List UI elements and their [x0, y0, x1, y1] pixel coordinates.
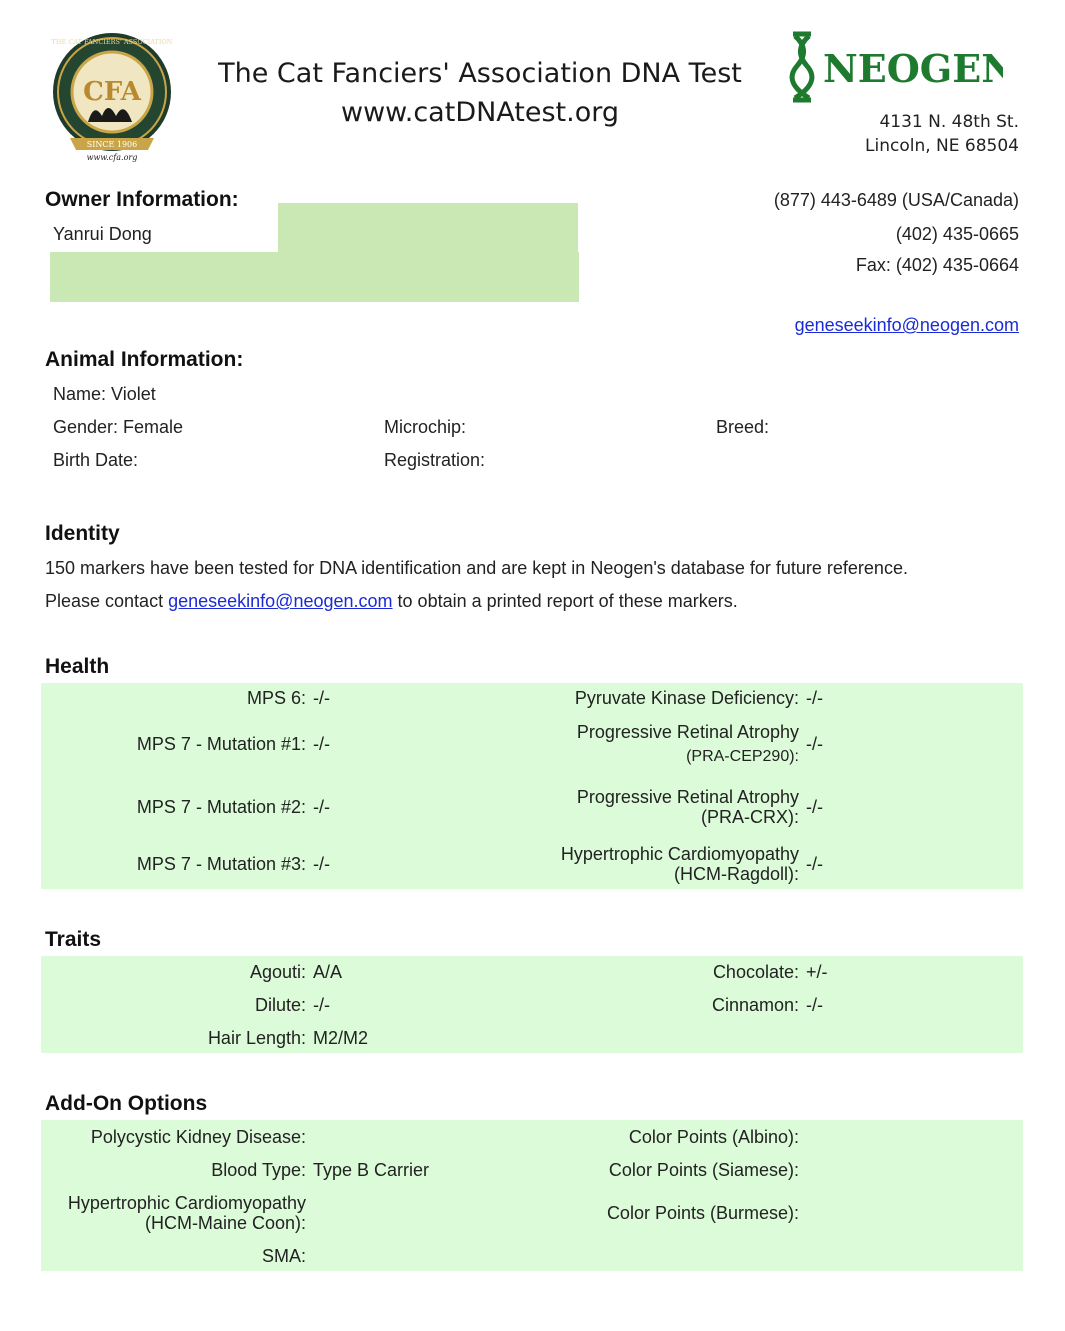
addons-label-sma: SMA: [261, 1246, 306, 1266]
animal-birth-date: Birth Date: [53, 450, 139, 470]
addons-label-pkd: Polycystic Kidney Disease: [90, 1127, 306, 1147]
traits-label-dilute: Dilute: [254, 995, 306, 1015]
header-title-line1: The Cat Fanciers' Association DNA Test [218, 58, 742, 89]
health-label-mps7-2: MPS 7 - Mutation #2: [136, 797, 306, 817]
traits-value-hair-length: M2/M2 [313, 1028, 369, 1048]
health-label-mps7-3: MPS 7 - Mutation #3: [136, 854, 306, 874]
address-line2: Lincoln, NE 68504 [865, 136, 1019, 156]
health-value-mps7-1: -/- [313, 734, 330, 754]
traits-label-cinnamon: Cinnamon: [711, 995, 799, 1015]
health-section-title: Health [45, 655, 110, 678]
addons-value-blood-type: Type B Carrier [313, 1160, 430, 1180]
traits-value-dilute: -/- [313, 995, 330, 1015]
health-label-pra-crx-1: Progressive Retinal Atrophy [576, 787, 799, 807]
health-value-mps7-3: -/- [313, 854, 330, 874]
health-label-pkd: Pyruvate Kinase Deficiency: [574, 688, 799, 708]
health-value-mps6: -/- [313, 688, 330, 708]
cfa-monogram: CFA [83, 77, 141, 107]
addons-section-title: Add-On Options [45, 1092, 208, 1115]
cfa-ring-text: THE CAT FANCIERS' ASSOCIATION [51, 38, 173, 46]
health-value-mps7-2: -/- [313, 797, 330, 817]
animal-breed: Breed: [716, 417, 770, 437]
neogen-wordmark: NEOGEN [823, 46, 1003, 91]
animal-registration: Registration: [384, 450, 486, 470]
addons-label-albino: Color Points (Albino): [628, 1127, 799, 1147]
health-label-mps7-1: MPS 7 - Mutation #1: [136, 734, 306, 754]
traits-label-agouti: Agouti: [249, 962, 306, 982]
health-value-pra-crx: -/- [806, 797, 823, 817]
addons-label-hcm-maine-coon-1: Hypertrophic Cardiomyopathy [67, 1193, 306, 1213]
redacted-block-2 [50, 252, 579, 302]
identity-line2-before: Please contact [45, 591, 164, 611]
animal-section-title: Animal Information: [45, 348, 244, 371]
cfa-url-text: www.cfa.org [86, 153, 138, 162]
cfa-since-text: SINCE 1906 [86, 140, 138, 149]
contact-fax: Fax: (402) 435-0664 [855, 255, 1019, 275]
header-title-line2[interactable]: www.catDNAtest.org [340, 97, 620, 128]
contact-phone2: (402) 435-0665 [895, 224, 1019, 244]
traits-value-agouti: A/A [313, 962, 343, 982]
addons-label-hcm-maine-coon-2: (HCM-Maine Coon): [144, 1213, 306, 1233]
addons-label-blood-type: Blood Type: [211, 1160, 306, 1180]
animal-microchip: Microchip: [384, 417, 467, 437]
health-value-pkd: -/- [806, 688, 823, 708]
addons-label-burmese: Color Points (Burmese): [606, 1203, 799, 1223]
addons-panel [41, 1120, 1023, 1271]
address-line1: 4131 N. 48th St. [879, 112, 1019, 132]
animal-name: Name: Violet [53, 384, 156, 404]
identity-section-title: Identity [45, 522, 120, 545]
traits-panel [41, 956, 1023, 1053]
identity-line1: 150 markers have been tested for DNA identification and are kept in Neogen's database for future reference. [45, 558, 908, 578]
health-label-mps6: MPS 6: [246, 688, 306, 708]
health-label-pra-crx-2: (PRA-CRX): [701, 807, 799, 827]
traits-value-cinnamon: -/- [806, 995, 823, 1015]
owner-section-title: Owner Information: [45, 188, 239, 211]
traits-value-chocolate: +/- [806, 962, 828, 982]
neogen-logo [781, 30, 1003, 104]
traits-section-title: Traits [45, 928, 102, 951]
contact-phone1: (877) 443-6489 (USA/Canada) [773, 190, 1019, 210]
addons-label-siamese: Color Points (Siamese): [608, 1160, 799, 1180]
redacted-block-1 [278, 203, 578, 253]
traits-label-hair-length: Hair Length: [207, 1028, 306, 1048]
identity-line2-after: to obtain a printed report of these markers. [397, 591, 738, 611]
identity-email-link[interactable]: geneseekinfo@neogen.com [168, 591, 393, 611]
health-panel [41, 683, 1023, 889]
health-label-pra-cep290-1: Progressive Retinal Atrophy [576, 722, 799, 742]
cfa-logo [50, 30, 174, 162]
health-value-hcm-ragdoll: -/- [806, 854, 823, 874]
health-label-pra-cep290-2: (PRA-CEP290): [686, 748, 799, 765]
traits-label-chocolate: Chocolate: [712, 962, 799, 982]
owner-name: Yanrui Dong [53, 224, 152, 244]
health-label-hcm-ragdoll-2: (HCM-Ragdoll): [673, 864, 799, 884]
identity-line2 [45, 591, 738, 612]
animal-gender: Gender: Female [53, 417, 184, 437]
health-value-pra-cep290: -/- [806, 734, 823, 754]
health-label-hcm-ragdoll-1: Hypertrophic Cardiomyopathy [560, 844, 799, 864]
contact-email-link[interactable]: geneseekinfo@neogen.com [794, 315, 1019, 335]
